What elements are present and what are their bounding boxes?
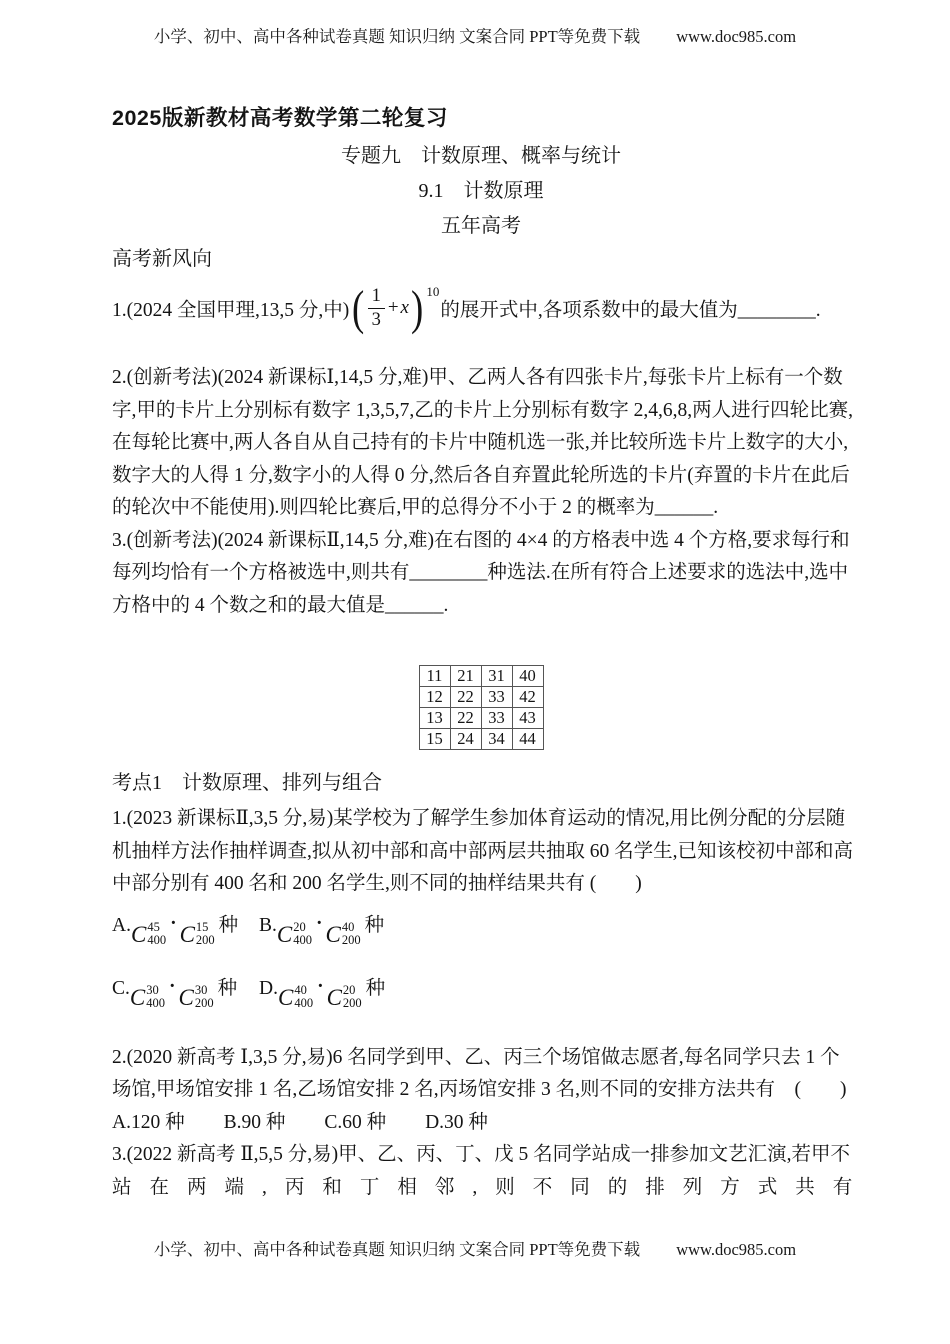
question-line: 方格中的 4 个数之和的最大值是______. [112,594,449,616]
plus-sign: + [387,297,399,318]
combination-symbol [130,984,165,1011]
table-cell: 22 [450,708,481,729]
q1-formula [350,281,439,335]
option-unit: 种 [217,977,238,999]
table-cell: 40 [512,666,543,687]
question-line: 数字大的人得 1 分,数字小的人得 0 分,然后各自弃置此轮所选的卡片(弃置的卡片在此后 [112,464,850,486]
grid-table [419,665,544,750]
comb-letter: C [325,921,341,947]
comb-superscript: 30 [146,982,159,997]
q1-suffix: 的展开式中,各项系数中的最大值为________. [440,300,821,321]
table-row [419,708,543,729]
topic-heading: 专题九 计数原理、概率与统计 [341,145,621,167]
comb-subscript: 200 [341,933,361,947]
combination-symbol [180,921,215,948]
option-label: A. [112,914,131,936]
fraction [368,286,385,331]
question-line: 机抽样方法作抽样调查,拟从初中部和高中部两层共抽取 60 名学生,已知该校初中部和高 [112,840,854,862]
footer-link[interactable]: www.doc985.com [676,1240,797,1259]
combination-symbol [131,921,166,948]
open-paren: ( [352,280,365,335]
question-line: 3.(2022 新高考 Ⅱ,5,5 分,易)甲、乙、丙、丁、戊 5 名同学站成一排参加文艺汇演,若甲不 [112,1144,850,1165]
comb-letter: C [277,984,294,1010]
comb-superscript: 40 [294,982,307,997]
options-row-cd [112,977,850,1023]
document-content [0,106,950,1204]
kaodian-question-1 [112,803,854,901]
comb-subscript: 400 [294,996,314,1010]
question-1 [112,280,850,336]
comb-subscript: 400 [293,933,312,947]
question-line: 2.(创新考法)(2024 新课标Ⅰ,14,5 分,难)甲、乙两人各有四张卡片,每张卡片上标有一个数 [112,367,843,388]
comb-letter: C [178,984,194,1010]
question-line: 场馆,甲场馆安排 1 名,乙场馆安排 2 名,丙场馆安排 3 名,则不同的安排方法共有 ( ) [112,1079,847,1100]
exponent: 10 [426,284,440,299]
fraction-numerator: 1 [368,286,385,309]
option-unit: 种 [218,914,239,936]
kaodian-question-2 [112,1042,850,1140]
option-c [112,977,259,1023]
comb-letter: C [179,921,195,947]
bottom-banner [0,1240,950,1260]
multiply-dot: · [315,912,323,934]
table-cell: 33 [481,687,512,708]
top-banner [0,0,950,47]
comb-letter: C [326,984,342,1010]
table-cell: 43 [512,708,543,729]
q1-prefix: 1.(2024 全国甲理,13,5 分,中) [112,300,350,321]
table-row [419,687,543,708]
table-cell: 34 [481,729,512,750]
comb-superscript: 20 [342,982,356,997]
kaodian-heading: 考点1 计数原理、排列与组合 [112,772,382,794]
section-heading: 9.1 计数原理 [418,180,544,202]
question-line: 每列均恰有一个方格被选中,则共有________种选法.在所有符合上述要求的选法中,选中 [112,562,849,583]
multiply-dot: · [168,975,176,997]
combination-symbol [277,921,312,948]
comb-letter: C [276,921,293,947]
table-cell: 33 [481,708,512,729]
comb-superscript: 15 [195,919,209,934]
comb-superscript: 45 [147,919,160,934]
banner-text: 小学、初中、高中各种试卷真题 知识归纳 文案合同 PPT等免费下载 [153,27,641,46]
headings-block [112,139,850,244]
option-unit: 种 [364,914,385,936]
table-cell: 21 [450,666,481,687]
table-cell: 31 [481,666,512,687]
multiply-dot: · [170,912,177,934]
multiply-dot: · [317,975,324,997]
table-cell: 44 [512,729,543,750]
table-cell: 15 [419,729,450,750]
question-2 [112,362,854,525]
question-line: 中部分别有 400 名和 200 名学生,则不同的抽样结果共有 ( ) [112,873,642,894]
comb-subscript: 200 [342,996,362,1010]
combination-symbol [278,984,313,1011]
comb-letter: C [129,984,146,1010]
question-line: 2.(2020 新高考 Ⅰ,3,5 分,易)6 名同学到甲、乙、丙三个场馆做志愿者,每名同学只去 1 个 [112,1046,840,1068]
trend-heading: 高考新风向 [112,248,212,270]
option-d [259,977,385,1023]
option-b [259,914,384,960]
variable-x: x [400,297,409,318]
table-cell: 24 [450,729,481,750]
comb-letter: C [130,921,147,947]
question-line: 的轮次中不能使用).则四轮比赛后,甲的总得分不小于 2 的概率为______. [112,497,719,518]
table-cell: 22 [450,687,481,708]
option-label: C. [112,977,130,999]
table-row [419,666,543,687]
footer-text: 小学、初中、高中各种试卷真题 知识归纳 文案合同 PPT等免费下载 [153,1240,641,1259]
question-3 [112,525,850,623]
comb-superscript: 40 [341,919,355,934]
combination-symbol [326,921,361,948]
combination-symbol [179,984,214,1011]
table-cell: 11 [419,666,450,687]
options-row-ab [112,914,850,960]
comb-subscript: 200 [195,933,215,947]
comb-subscript: 400 [147,933,167,947]
comb-superscript: 20 [293,919,306,934]
option-a [112,914,259,960]
comb-subscript: 200 [194,996,214,1010]
question-line: 字,甲的卡片上分别标有数字 1,3,5,7,乙的卡片上分别标有数字 2,4,6,8,两人进行四轮比赛, [112,399,854,421]
table-row [419,729,543,750]
question-line: 3.(创新考法)(2024 新课标Ⅱ,14,5 分,难)在右图的 4×4 的方格表中选 4 个方格,要求每行和 [112,529,850,551]
table-cell: 12 [419,687,450,708]
question-line-justified: 站在两端,丙和丁相邻,则不同的排列方式共有 [112,1176,871,1198]
combination-symbol [327,984,362,1011]
options-line: A.120 种 B.90 种 C.60 种 D.30 种 [112,1111,488,1133]
table-cell: 42 [512,687,543,708]
close-paren: ) [411,280,424,335]
table-cell: 13 [419,708,450,729]
exam-block-heading: 五年高考 [441,215,521,237]
question-line: 在每轮比赛中,两人各自从自己持有的卡片中随机选一张,并比较所选卡片上数字的大小, [112,432,849,453]
option-label: D. [259,977,278,999]
banner-link[interactable]: www.doc985.com [676,27,797,46]
kaodian-question-3 [112,1139,871,1204]
question-line: 1.(2023 新课标Ⅱ,3,5 分,易)某学校为了解学生参加体育运动的情况,用比例分配的分层随 [112,808,846,829]
option-unit: 种 [365,977,386,999]
fraction-denominator: 3 [371,309,381,330]
comb-subscript: 400 [146,996,165,1010]
option-label: B. [259,914,277,936]
comb-superscript: 30 [194,982,208,997]
doc-title: 2025版新教材高考数学第二轮复习 [112,106,448,130]
